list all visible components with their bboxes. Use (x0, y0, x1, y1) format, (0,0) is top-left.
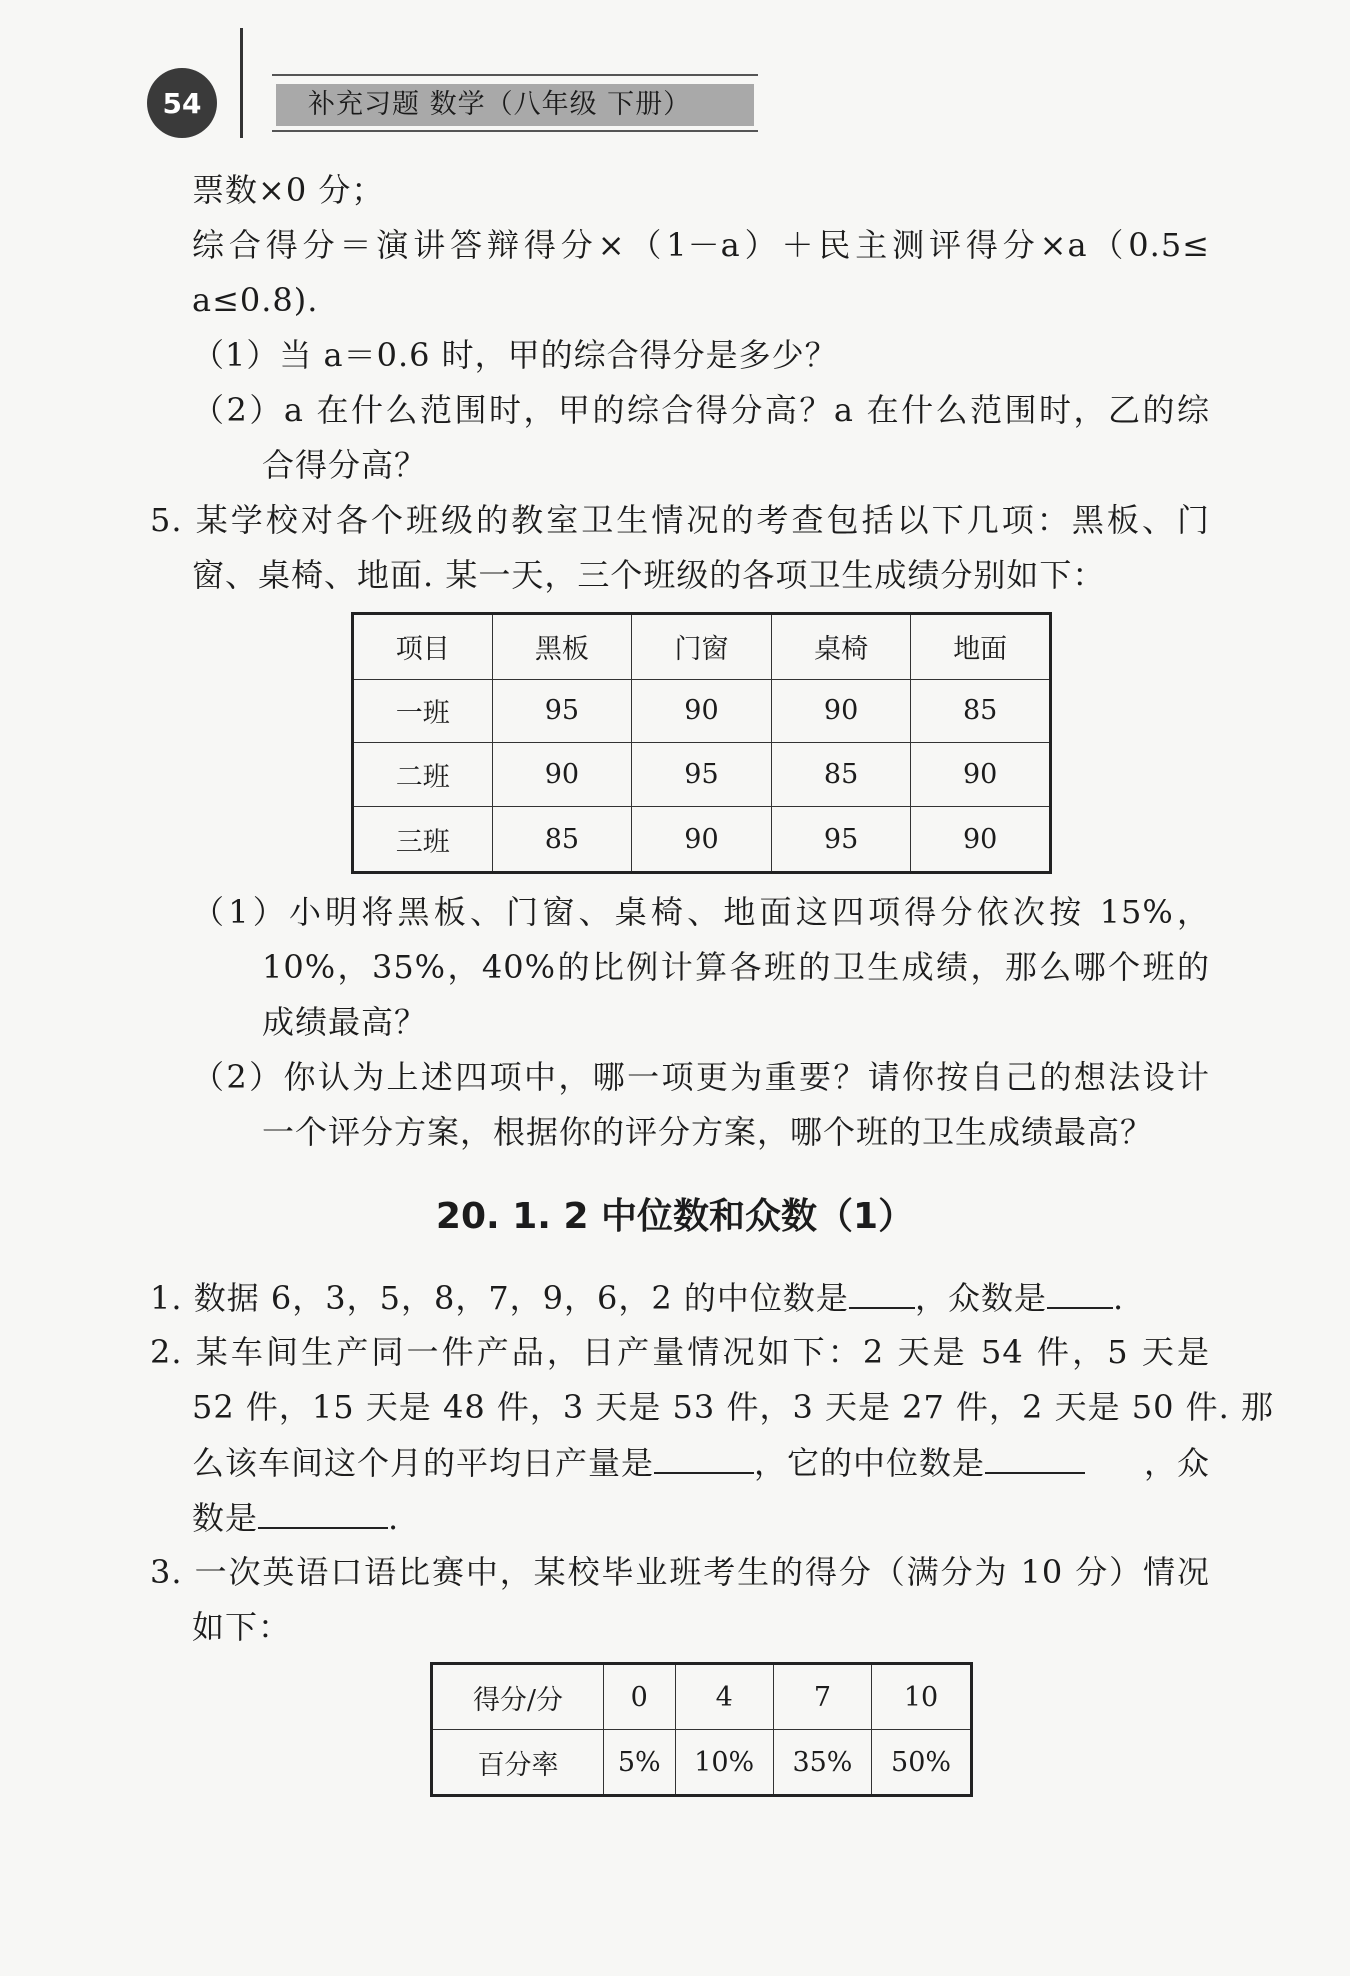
answer-blank[interactable] (985, 1442, 1085, 1474)
exercise-line: 52 件，15 天是 48 件，3 天是 53 件，3 天是 27 件，2 天是 50 件. 那 (192, 1388, 1274, 1426)
table-cell: 85 (911, 679, 1051, 743)
header-rule (272, 130, 758, 132)
question-line: 一个评分方案，根据你的评分方案，哪个班的卫生成绩最高？ (262, 1113, 1154, 1151)
table-cell: 90 (911, 807, 1051, 873)
exercise-text: ，它的中位数是 (754, 1444, 986, 1482)
header-rule (272, 74, 758, 76)
table-cell: 三班 (353, 807, 493, 873)
table-cell: 90 (632, 679, 772, 743)
table-cell: 90 (492, 743, 632, 807)
question-line: （2）a 在什么范围时，甲的综合得分高？a 在什么范围时，乙的综 (192, 391, 1210, 429)
exercise-text: 数是 (192, 1499, 259, 1537)
score-percentage-table (430, 1662, 973, 1797)
question-line: 10%，35%，40%的比例计算各班的卫生成绩，那么哪个班的 (262, 948, 1210, 986)
table-cell: 90 (632, 807, 772, 873)
exercise-line (192, 1442, 1210, 1483)
table-row (353, 807, 1051, 873)
book-title: 补充习题 数学（八年级 下册） (276, 84, 754, 126)
section-title: 20. 1. 2 中位数和众数（1） (435, 1196, 915, 1237)
table-header-cell: 桌椅 (771, 614, 911, 680)
answer-blank[interactable] (1047, 1277, 1113, 1309)
page-number-badge: 54 (147, 68, 217, 138)
table-cell: 90 (911, 743, 1051, 807)
answer-blank[interactable] (654, 1442, 754, 1474)
hygiene-score-table (351, 612, 1052, 874)
table-header-cell: 百分率 (432, 1730, 604, 1796)
exercise-line (150, 1277, 1124, 1318)
exercise-text: 么该车间这个月的平均日产量是 (192, 1444, 655, 1482)
table-header-cell: 项目 (353, 614, 493, 680)
question-line: 合得分高？ (262, 446, 428, 484)
exercise-line: 如下： (192, 1608, 292, 1646)
exercise-line: 2. 某车间生产同一件产品，日产量情况如下：2 天是 54 件，5 天是 (150, 1333, 1210, 1371)
table-cell: 95 (632, 743, 772, 807)
table-header-cell: 得分/分 (432, 1664, 604, 1730)
exercise-text: ，众 (1143, 1444, 1210, 1482)
table-cell: 10 (872, 1664, 972, 1730)
exercise-text: 1. 数据 6，3，5，8，7，9，6，2 的中位数是 (150, 1279, 849, 1317)
exercise-text: . (1112, 1279, 1125, 1317)
problem-line: 5. 某学校对各个班级的教室卫生情况的考查包括以下几项：黑板、门 (150, 501, 1210, 539)
answer-blank[interactable] (258, 1497, 388, 1529)
text-line: 综合得分＝演讲答辩得分×（1－a）＋民主测评得分×a（0.5≤ (192, 226, 1210, 264)
table-cell: 95 (492, 679, 632, 743)
header-divider (240, 28, 243, 138)
table-cell: 95 (771, 807, 911, 873)
exercise-text: ，众数是 (914, 1279, 1047, 1317)
table-row (353, 743, 1051, 807)
question-line: （1）小明将黑板、门窗、桌椅、地面这四项得分依次按 15%， (192, 893, 1210, 931)
text-line: 票数×0 分； (192, 171, 385, 209)
table-cell: 10% (675, 1730, 773, 1796)
text-line: a≤0.8). (192, 281, 319, 319)
table-cell: 85 (492, 807, 632, 873)
table-header-cell: 门窗 (632, 614, 772, 680)
exercise-line: 3. 一次英语口语比赛中，某校毕业班考生的得分（满分为 10 分）情况 (150, 1553, 1210, 1591)
problem-line: 窗、桌椅、地面. 某一天，三个班级的各项卫生成绩分别如下： (192, 556, 1106, 594)
table-cell: 5% (604, 1730, 676, 1796)
table-row (432, 1730, 972, 1796)
table-cell: 0 (604, 1664, 676, 1730)
table-cell: 二班 (353, 743, 493, 807)
table-header-cell: 地面 (911, 614, 1051, 680)
table-cell: 85 (771, 743, 911, 807)
answer-blank[interactable] (849, 1277, 915, 1309)
table-header-cell: 黑板 (492, 614, 632, 680)
table-header-row (353, 614, 1051, 680)
table-cell: 50% (872, 1730, 972, 1796)
table-row (432, 1664, 972, 1730)
question-line: （1）当 a＝0.6 时，甲的综合得分是多少？ (192, 336, 838, 374)
question-line: （2）你认为上述四项中，哪一项更为重要？请你按自己的想法设计 (192, 1058, 1210, 1096)
table-cell: 一班 (353, 679, 493, 743)
table-cell: 90 (771, 679, 911, 743)
question-line: 成绩最高？ (262, 1003, 428, 1041)
table-cell: 35% (773, 1730, 871, 1796)
exercise-line (192, 1497, 399, 1538)
table-row (353, 679, 1051, 743)
table-cell: 4 (675, 1664, 773, 1730)
table-cell: 7 (773, 1664, 871, 1730)
exercise-text: . (388, 1499, 400, 1537)
